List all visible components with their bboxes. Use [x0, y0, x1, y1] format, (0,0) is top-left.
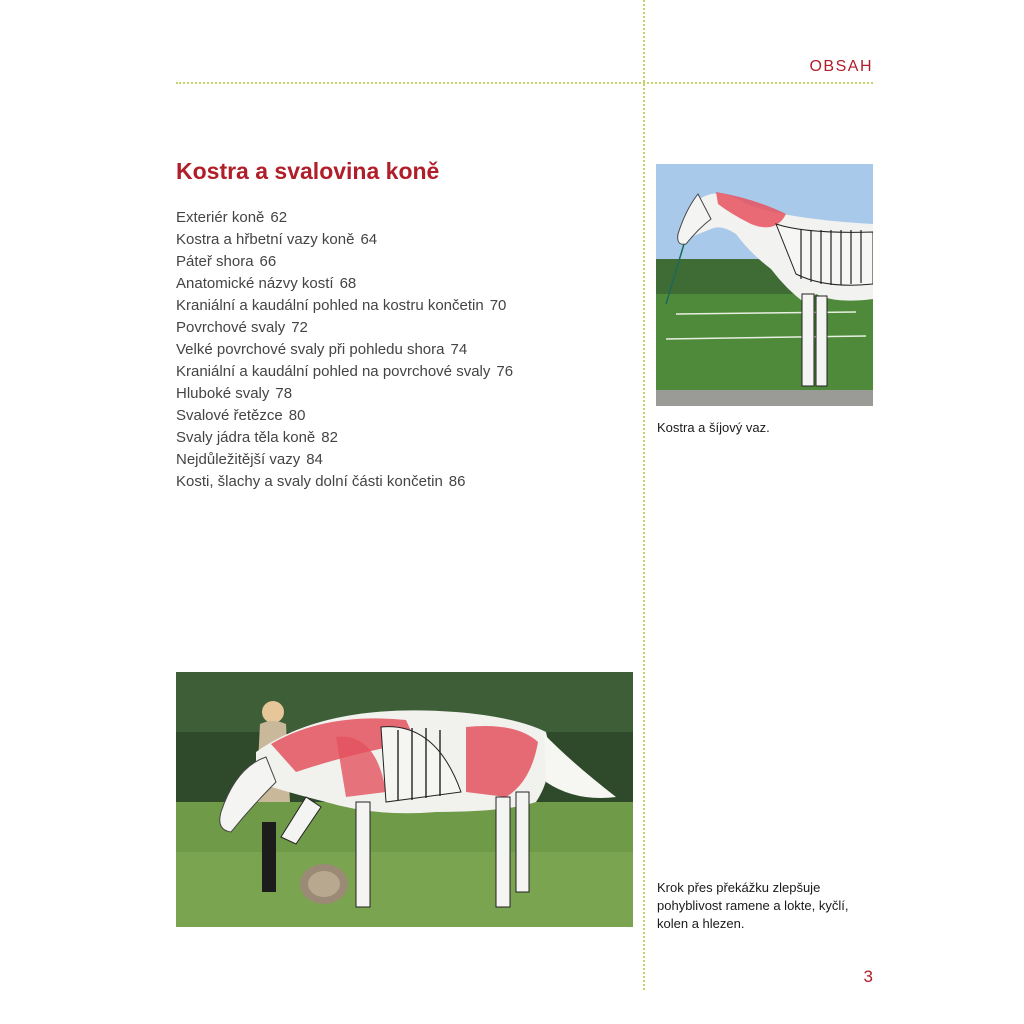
toc-entry[interactable]	[176, 295, 513, 317]
section-label: OBSAH	[809, 58, 873, 75]
toc-entry-title: Anatomické názvy kostí	[176, 275, 334, 292]
photo-caption-top: Kostra a šíjový vaz.	[657, 420, 770, 435]
chapter-title: Kostra a svalovina koně	[176, 158, 440, 184]
toc-entry-title: Hluboké svaly	[176, 385, 270, 402]
toc-entry[interactable]	[176, 449, 513, 471]
toc-entry-page: 72	[291, 319, 308, 336]
toc-entry-page: 74	[450, 341, 468, 358]
photo-caption-bottom: Krok přes překážku zlepšuje pohyblivost ramene a lokte, kyčlí, kolen a hlezen.	[657, 880, 849, 931]
toc-entry[interactable]	[176, 229, 513, 251]
toc-entry-title: Kosti, šlachy a svaly dolní části končetin	[176, 473, 443, 490]
toc-entry-page: 64	[360, 231, 378, 248]
toc-entry-page: 86	[448, 473, 466, 490]
toc-entry-title: Svalové řetězce	[176, 407, 283, 424]
toc-entry[interactable]	[176, 405, 513, 427]
toc-entry-title: Velké povrchové svaly při pohledu shora	[176, 341, 445, 358]
table-of-contents	[176, 207, 513, 493]
toc-entry-title: Exteriér koně	[176, 209, 265, 226]
toc-entry-title: Povrchové svaly	[176, 319, 286, 336]
toc-entry[interactable]	[176, 273, 513, 295]
column-divider	[643, 0, 645, 990]
toc-entry[interactable]	[176, 207, 513, 229]
toc-entry[interactable]	[176, 471, 513, 493]
toc-entry[interactable]	[176, 383, 513, 405]
horse-skeleton-illustration	[656, 164, 873, 406]
toc-entry-title: Kraniální a kaudální pohled na kostru končetin	[176, 297, 484, 314]
toc-entry-title: Kostra a hřbetní vazy koně	[176, 231, 355, 248]
toc-entry-title: Svaly jádra těla koně	[176, 429, 316, 446]
toc-entry[interactable]	[176, 251, 513, 273]
toc-entry[interactable]	[176, 317, 513, 339]
toc-entry-title: Páteř shora	[176, 253, 254, 270]
toc-entry-page: 70	[489, 297, 507, 314]
toc-entry-page: 78	[275, 385, 293, 402]
toc-entry[interactable]	[176, 427, 513, 449]
horse-skeleton-photo	[656, 164, 873, 406]
horse-obstacle-illustration	[176, 672, 633, 927]
toc-entry[interactable]	[176, 361, 513, 383]
toc-entry-page: 66	[259, 253, 277, 270]
toc-entry-title: Kraniální a kaudální pohled na povrchové svaly	[176, 363, 491, 380]
toc-entry[interactable]	[176, 339, 513, 361]
toc-entry-title: Nejdůležitější vazy	[176, 451, 301, 468]
toc-entry-page: 84	[306, 451, 323, 468]
toc-entry-page: 80	[288, 407, 306, 424]
horse-obstacle-photo	[176, 672, 633, 927]
header-rule	[176, 82, 873, 84]
toc-entry-page: 76	[496, 363, 514, 380]
toc-entry-page: 82	[321, 429, 338, 446]
page-number: 3	[863, 967, 873, 986]
toc-entry-page: 62	[270, 209, 288, 226]
toc-entry-page: 68	[339, 275, 357, 292]
